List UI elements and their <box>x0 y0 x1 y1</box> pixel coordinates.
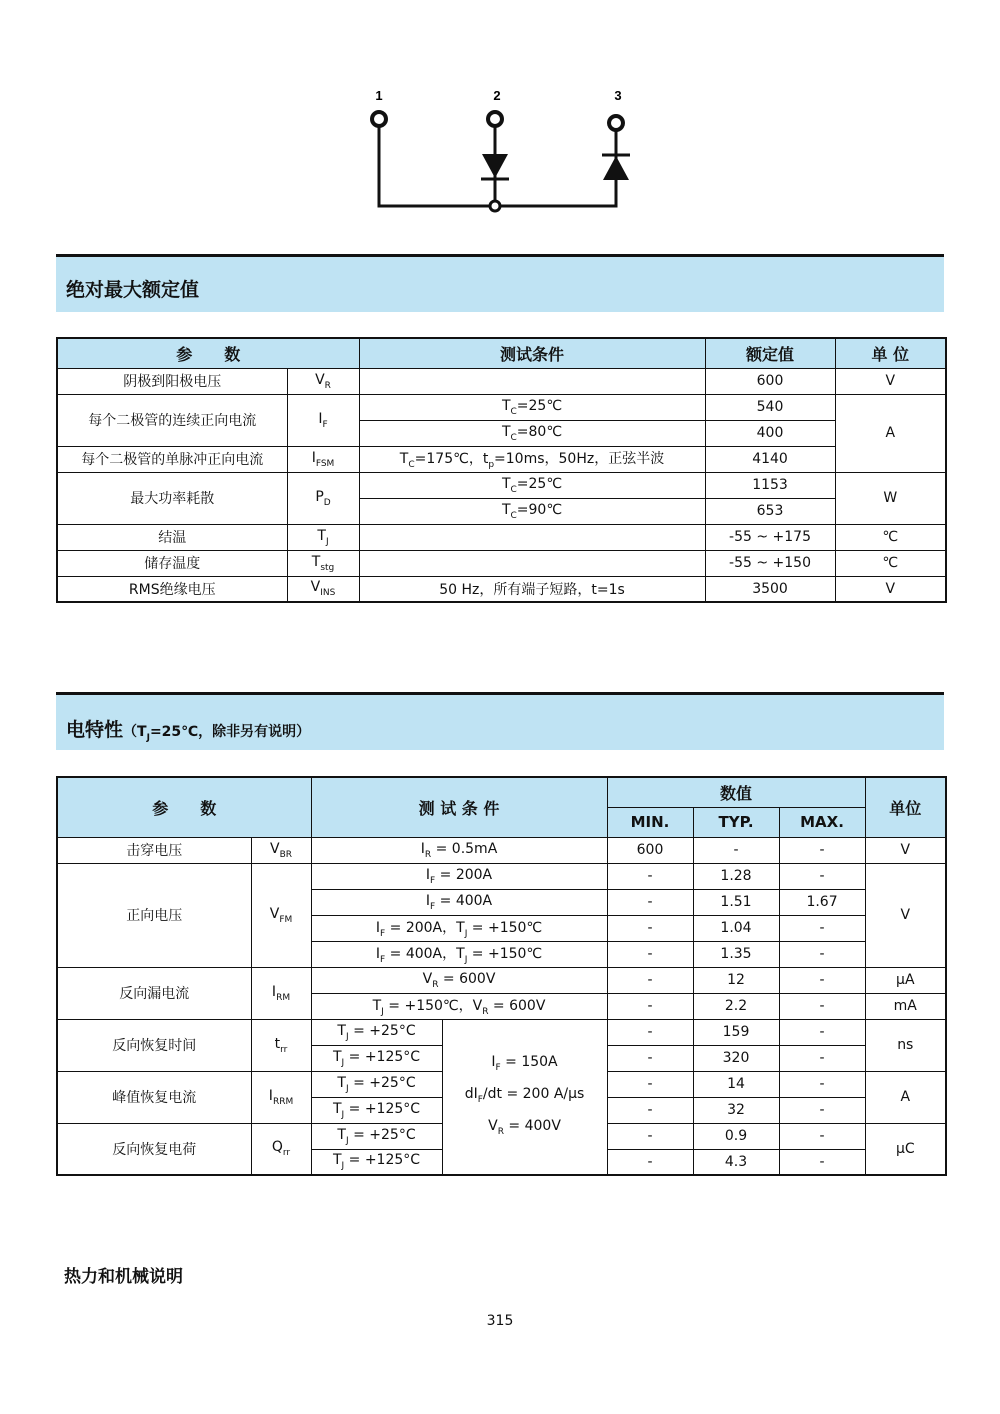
param-name: 每个二极管的连续正向电流 <box>57 394 287 446</box>
header-values: 数值 <box>607 777 865 807</box>
max-value: - <box>779 837 865 863</box>
unit-cell: V <box>835 576 946 602</box>
cond-cell <box>359 550 705 576</box>
max-value: - <box>779 1097 865 1123</box>
abs-max-title: 绝对最大额定值 <box>66 279 200 301</box>
row-vins <box>57 576 946 602</box>
rating-value: 400 <box>705 420 835 446</box>
cond-cell <box>359 524 705 550</box>
temp-cond: $T_J = +25^\circ C$ <box>311 1071 442 1097</box>
typ-value: 12 <box>693 967 779 993</box>
cond-cell: $I_R = 0.5mA$ <box>311 837 607 863</box>
diode-down-icon <box>481 154 509 179</box>
typ-value: 1.35 <box>693 941 779 967</box>
unit-cell: V <box>865 863 946 967</box>
min-value: - <box>607 1045 693 1071</box>
param-name: 结温 <box>57 524 287 550</box>
terminal-3 <box>609 116 623 130</box>
temp-cond: $T_J = +25^\circ C$ <box>311 1123 442 1149</box>
header-rating: 额定值 <box>705 338 835 368</box>
header-min: MIN. <box>607 807 693 837</box>
circuit-diagram <box>360 82 640 222</box>
cond-cell: $T_C=25℃$ <box>359 394 705 420</box>
param-symbol: $I_{FSM}$ <box>287 446 359 472</box>
rating-value: 3500 <box>705 576 835 602</box>
header-param: 参 数 <box>57 777 311 837</box>
rating-value: -55 ~ +150 <box>705 550 835 576</box>
param-name: 反向恢复电荷 <box>57 1123 251 1175</box>
min-value: - <box>607 889 693 915</box>
unit-cell: ns <box>865 1019 946 1071</box>
max-value: - <box>779 993 865 1019</box>
rating-value: 540 <box>705 394 835 420</box>
cond-line-vr: $V_R = 400V$ <box>488 1117 561 1137</box>
param-name: 正向电压 <box>57 863 251 967</box>
typ-value: 1.51 <box>693 889 779 915</box>
param-name: 阴极到阳极电压 <box>57 368 287 394</box>
header-unit: 单位 <box>865 777 946 837</box>
cond-cell: $T_C=80℃$ <box>359 420 705 446</box>
param-symbol: $P_D$ <box>287 472 359 524</box>
param-name: 反向恢复时间 <box>57 1019 251 1071</box>
elec-subtitle: （$T_J=25℃$，除非另有说明） <box>123 724 311 743</box>
typ-value: 0.9 <box>693 1123 779 1149</box>
cond-cell: 50 Hz，所有端子短路，t=1s <box>359 576 705 602</box>
param-symbol: $V_R$ <box>287 368 359 394</box>
param-name: 储存温度 <box>57 550 287 576</box>
row-vfm-1 <box>57 863 946 889</box>
temp-cond: $T_J = +125^\circ C$ <box>311 1045 442 1071</box>
min-value: - <box>607 1019 693 1045</box>
cond-cell: $T_C=175℃$，$t_p=10ms$，50Hz，正弦半波 <box>359 446 705 472</box>
cond-cell: $T_J$ = +150℃，$V_R = 600V$ <box>311 993 607 1019</box>
pin-2-label: 2 <box>493 88 501 103</box>
abs-max-section-header <box>56 254 944 312</box>
max-value: 1.67 <box>779 889 865 915</box>
min-value: - <box>607 967 693 993</box>
param-name: 反向漏电流 <box>57 967 251 1019</box>
min-value: - <box>607 1149 693 1175</box>
min-value: - <box>607 941 693 967</box>
rating-value: 1153 <box>705 472 835 498</box>
param-symbol: $I_F$ <box>287 394 359 446</box>
param-symbol: $t_{rr}$ <box>251 1019 311 1071</box>
header-cond: 测试条件 <box>359 338 705 368</box>
pin-3-label: 3 <box>614 88 622 103</box>
param-symbol: $Q_{rr}$ <box>251 1123 311 1175</box>
rating-value: 653 <box>705 498 835 524</box>
temp-cond: $T_J = +125^\circ C$ <box>311 1149 442 1175</box>
cond-cell: $T_C=25℃$ <box>359 472 705 498</box>
param-name: 击穿电压 <box>57 837 251 863</box>
elec-table <box>56 776 947 1176</box>
row-irm-1 <box>57 967 946 993</box>
cond-cell: $T_C=90℃$ <box>359 498 705 524</box>
param-name: 最大功率耗散 <box>57 472 287 524</box>
param-name: 每个二极管的单脉冲正向电流 <box>57 446 287 472</box>
max-value: - <box>779 941 865 967</box>
cond-cell: $I_F = 400A$，$T_J$ = +150℃ <box>311 941 607 967</box>
diode-up-icon <box>602 155 630 180</box>
param-name: 峰值恢复电流 <box>57 1071 251 1123</box>
unit-cell: A <box>865 1071 946 1123</box>
max-value: - <box>779 1071 865 1097</box>
unit-cell: ℃ <box>835 550 946 576</box>
row-tstg <box>57 550 946 576</box>
cond-cell: $V_R = 600V$ <box>311 967 607 993</box>
thermal-section-title: 热力和机械说明 <box>64 1267 183 1287</box>
unit-cell: V <box>865 837 946 863</box>
min-value: - <box>607 863 693 889</box>
row-ifsm <box>57 446 946 472</box>
row-vbr <box>57 837 946 863</box>
cond-cell <box>359 368 705 394</box>
rating-value: 4140 <box>705 446 835 472</box>
max-value: - <box>779 915 865 941</box>
typ-value: 4.3 <box>693 1149 779 1175</box>
min-value: 600 <box>607 837 693 863</box>
unit-cell: μC <box>865 1123 946 1175</box>
cond-line-didt: $dI_F/dt = 200$ A/μs <box>464 1085 585 1105</box>
header-typ: TYP. <box>693 807 779 837</box>
typ-value: 159 <box>693 1019 779 1045</box>
row-pd-1 <box>57 472 946 498</box>
typ-value: 32 <box>693 1097 779 1123</box>
typ-value: 1.28 <box>693 863 779 889</box>
elec-section-header <box>56 692 944 750</box>
header-unit: 单 位 <box>835 338 946 368</box>
unit-cell: ℃ <box>835 524 946 550</box>
row-trr-1 <box>57 1019 946 1045</box>
min-value: - <box>607 915 693 941</box>
cond-cell: $I_F = 200A$ <box>311 863 607 889</box>
row-if-1 <box>57 394 946 420</box>
max-value: - <box>779 1019 865 1045</box>
min-value: - <box>607 1123 693 1149</box>
unit-cell: μA <box>865 967 946 993</box>
elec-header-row-1 <box>57 777 946 807</box>
param-symbol: $I_{RRM}$ <box>251 1071 311 1123</box>
header-max: MAX. <box>779 807 865 837</box>
terminal-1 <box>372 112 386 126</box>
min-value: - <box>607 1071 693 1097</box>
max-value: - <box>779 863 865 889</box>
header-cond: 测 试 条 件 <box>311 777 607 837</box>
param-name: RMS绝缘电压 <box>57 576 287 602</box>
cond-cell: $I_F = 400A$ <box>311 889 607 915</box>
page-number: 315 <box>486 1313 514 1329</box>
junction-dot <box>490 201 500 211</box>
max-value: - <box>779 1149 865 1175</box>
param-symbol: $I_{RM}$ <box>251 967 311 1019</box>
param-symbol: $T_J$ <box>287 524 359 550</box>
shared-recovery-cond <box>442 1019 607 1175</box>
unit-cell: A <box>835 394 946 472</box>
abs-max-table <box>56 337 947 603</box>
unit-cell: mA <box>865 993 946 1019</box>
typ-value: 2.2 <box>693 993 779 1019</box>
rating-value: 600 <box>705 368 835 394</box>
temp-cond: $T_J = +125^\circ C$ <box>311 1097 442 1123</box>
cond-cell: $I_F = 200A$，$T_J$ = +150℃ <box>311 915 607 941</box>
min-value: - <box>607 993 693 1019</box>
terminal-2 <box>488 112 502 126</box>
typ-value: 1.04 <box>693 915 779 941</box>
typ-value: 320 <box>693 1045 779 1071</box>
pin-1-label: 1 <box>375 88 383 103</box>
min-value: - <box>607 1097 693 1123</box>
row-tj <box>57 524 946 550</box>
max-value: - <box>779 967 865 993</box>
header-param: 参 数 <box>57 338 359 368</box>
max-value: - <box>779 1123 865 1149</box>
param-symbol: $V_{BR}$ <box>251 837 311 863</box>
param-symbol: $V_{FM}$ <box>251 863 311 967</box>
temp-cond: $T_J = +25^\circ C$ <box>311 1019 442 1045</box>
cond-line-if: $I_F = 150A$ <box>491 1054 558 1073</box>
elec-title: 电特性（$T_J=25℃$，除非另有说明） <box>66 719 311 743</box>
unit-cell: V <box>835 368 946 394</box>
param-symbol: $V_{INS}$ <box>287 576 359 602</box>
rating-value: -55 ~ +175 <box>705 524 835 550</box>
abs-max-header-row <box>57 338 946 368</box>
max-value: - <box>779 1045 865 1071</box>
unit-cell: W <box>835 472 946 524</box>
row-vr <box>57 368 946 394</box>
typ-value: - <box>693 837 779 863</box>
param-symbol: $T_{stg}$ <box>287 550 359 576</box>
typ-value: 14 <box>693 1071 779 1097</box>
